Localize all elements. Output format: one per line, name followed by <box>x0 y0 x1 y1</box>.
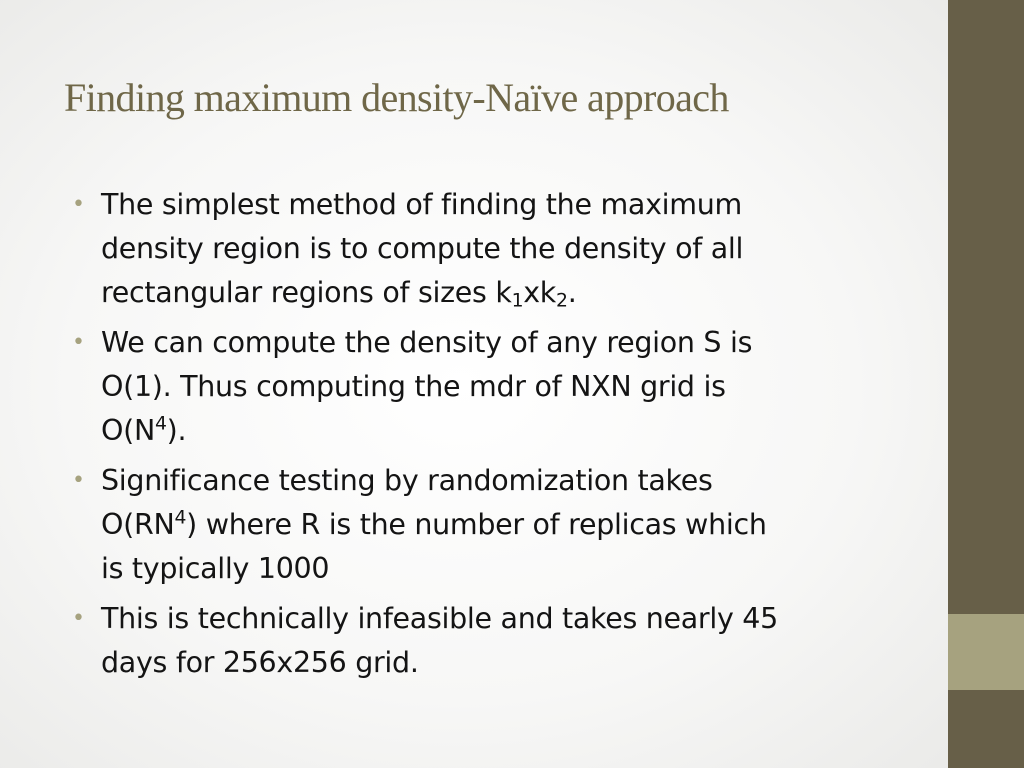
subscript-2: 2 <box>556 290 568 312</box>
bullet-item-1 <box>72 183 892 315</box>
slide-title: Finding maximum density-Naïve approach <box>64 75 729 120</box>
bullet-2-line-2: O(1). Thus computing the mdr of NXN grid is <box>101 370 726 403</box>
bullet-dot-icon: • <box>72 330 85 355</box>
bullet-3-line-2b: ) where R is the number of replicas which <box>186 508 767 541</box>
bullet-1-line-3a: rectangular regions of sizes k <box>101 276 512 309</box>
subscript-1: 1 <box>511 290 524 312</box>
bullet-2-line-1: We can compute the density of any region S is <box>101 326 753 359</box>
bullet-1-line-3b: xk <box>523 276 557 309</box>
bullet-item-4 <box>72 597 892 685</box>
superscript-4: 4 <box>154 413 167 435</box>
side-accent-block <box>948 614 1024 690</box>
bullet-dot-icon: • <box>72 606 85 631</box>
bullet-2-line-3b: ). <box>166 414 187 447</box>
bullet-1-line-1: The simplest method of finding the maximum <box>101 188 742 221</box>
bullet-3-line-1: Significance testing by randomization takes <box>101 464 713 497</box>
bullet-list <box>72 183 892 691</box>
bullet-dot-icon: • <box>72 468 85 493</box>
superscript-4: 4 <box>174 507 187 529</box>
bullet-4-line-2: days for 256x256 grid. <box>101 646 419 679</box>
bullet-3-line-2a: O(RN <box>101 508 175 541</box>
bullet-1-line-3c: . <box>567 276 577 309</box>
bullet-4-line-1: This is technically infeasible and takes nearly 45 <box>101 602 778 635</box>
bullet-1-line-2: density region is to compute the density of all <box>101 232 744 265</box>
bullet-item-2 <box>72 321 892 453</box>
bullet-3-line-3: is typically 1000 <box>101 552 330 585</box>
bullet-2-line-3a: O(N <box>101 414 155 447</box>
bullet-dot-icon: • <box>72 192 85 217</box>
bullet-item-3 <box>72 459 892 591</box>
